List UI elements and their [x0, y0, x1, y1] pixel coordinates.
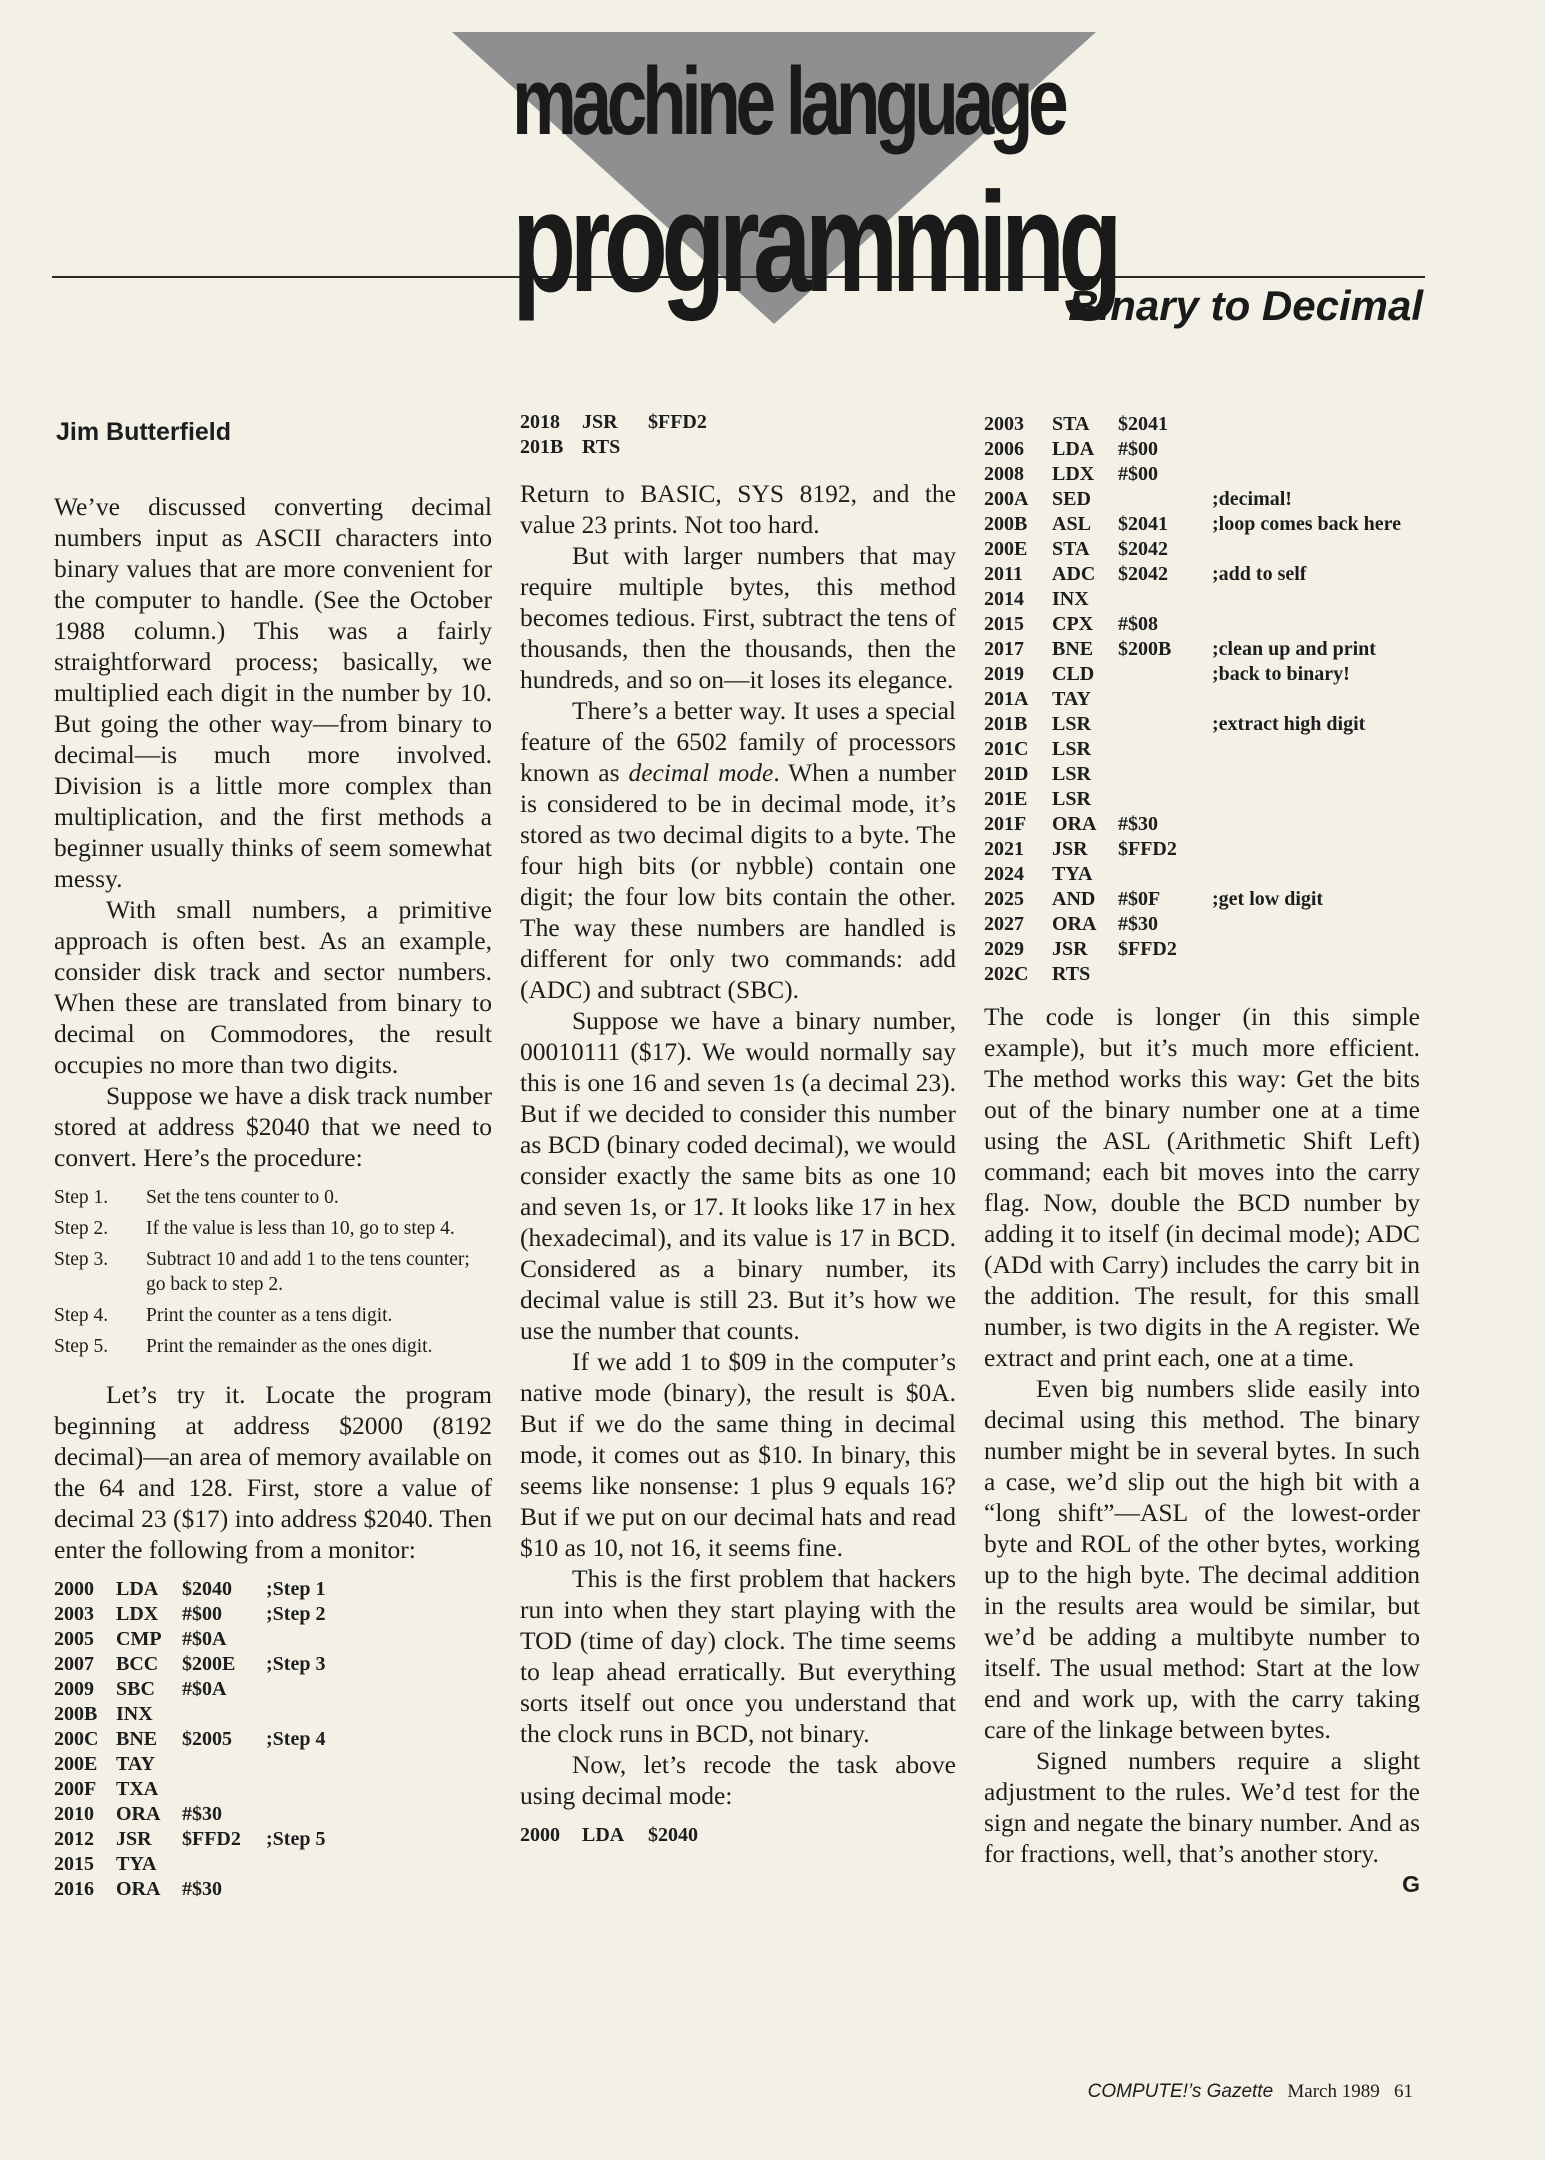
code-operand: $FFD2	[182, 1828, 241, 1850]
code-operand: $2042	[1118, 538, 1168, 560]
paragraph: Suppose we have a binary number, 00010111 ($17). We would normally say this is one 16 and seven 1s (a decimal 23). But if we decided to consider this number as BCD (binary coded decimal), we would consider exactly the same bits as one 10 and seven 1s, or 17. It looks like 17 in hex (hexadecimal), and its value is 17 in BCD. Considered as a binary number, its decimal value is still 23. But it’s how we use the number that counts.	[520, 1006, 956, 1345]
code-opcode: BCC	[116, 1653, 159, 1675]
code-operand: $FFD2	[1118, 938, 1177, 960]
paragraph: Return to BASIC, SYS 8192, and the value 23 prints. Not too hard.	[520, 479, 956, 539]
code-opcode: TYA	[1052, 863, 1093, 885]
magazine-name: COMPUTE!’s Gazette	[1087, 2081, 1274, 2102]
code-operand	[1118, 587, 1200, 612]
code-line	[984, 787, 1420, 812]
paragraph	[984, 1745, 1420, 1897]
code-line	[984, 487, 1420, 512]
code-comment	[1200, 537, 1420, 562]
step-text: Print the counter as a tens digit.	[146, 1305, 393, 1326]
code-opcode: TYA	[116, 1853, 157, 1875]
code-line	[984, 587, 1420, 612]
code-opcode: JSR	[116, 1828, 152, 1850]
paragraph: If we add 1 to $09 in the computer’s native mode (binary), the result is $0A. But if we do the same thing in decimal mode, it comes out as $10. In binary, this seems like nonsense: 1 plus 9 equals 16? But if we put on our decimal hats and read $10 as 10, not 16, it seems fine.	[520, 1347, 956, 1562]
code-operand: #$30	[182, 1878, 222, 1900]
code-opcode: LSR	[1052, 738, 1091, 760]
code-operand	[1118, 737, 1200, 762]
paragraph: We’ve discussed converting decimal numbers input as ASCII characters into binary values that are more convenient for the computer to handle. (See the October 1988 column.) This was a fairly straightforward process; basically, we multiplied each digit in the number by 10. But going the other way—from binary to decimal—is much more involved. Division is a little more complex than multiplication, and the first methods a beginner usually thinks of seem somewhat messy.	[54, 492, 492, 893]
code-operand: #$0A	[182, 1678, 227, 1700]
code-comment	[266, 1702, 492, 1727]
code-operand	[1118, 662, 1200, 687]
code-comment	[266, 1752, 492, 1777]
code-comment	[1200, 912, 1420, 937]
page-number: 61	[1394, 2081, 1413, 2102]
code-line	[984, 537, 1420, 562]
code-line	[984, 887, 1420, 912]
code-opcode: SED	[1052, 488, 1091, 510]
code-opcode: CMP	[116, 1628, 162, 1650]
code-line	[984, 937, 1420, 962]
code-operand	[1118, 762, 1200, 787]
paragraph: Even big numbers slide easily into decimal using this method. The binary number might be in several bytes. In such a case, we’d slip out the high bit with a “long shift”—ASL of the lowest-order byte and ROL of the other bytes, working up to the high byte. The decimal addition in the results area would be similar, but we’d be adding a multibyte number to itself. The usual method: Start at the low end and work up, with the carry taking care of the linkage between bytes.	[984, 1374, 1420, 1744]
code-line	[54, 1702, 492, 1727]
code-address: 2003	[984, 413, 1024, 435]
code-opcode: LDA	[1052, 438, 1095, 460]
code-line	[54, 1652, 492, 1677]
code-line	[984, 712, 1420, 737]
code-line	[984, 762, 1420, 787]
code-operand	[1118, 487, 1200, 512]
code-operand	[182, 1852, 266, 1877]
code-comment: ;decimal!	[1212, 488, 1292, 510]
code-address: 2005	[54, 1628, 94, 1650]
code-opcode: TXA	[116, 1778, 159, 1800]
code-opcode: TAY	[116, 1753, 155, 1775]
page-footer	[1088, 2081, 1413, 2103]
step-number: Step 1.	[54, 1187, 109, 1208]
code-address: 200B	[54, 1703, 98, 1725]
code-opcode: ADC	[1052, 563, 1096, 585]
code-opcode: INX	[116, 1703, 153, 1725]
code-comment	[732, 435, 956, 460]
code-line	[54, 1802, 492, 1827]
code-opcode: LSR	[1052, 763, 1091, 785]
code-comment	[1200, 737, 1420, 762]
code-comment: ;Step 2	[266, 1603, 326, 1625]
code-address: 2011	[984, 563, 1023, 585]
code-comment: ;Step 4	[266, 1728, 326, 1750]
code-opcode: JSR	[582, 411, 618, 433]
code-line	[984, 437, 1420, 462]
code-address: 2019	[984, 663, 1024, 685]
paragraph: The code is longer (in this simple example), but it’s much more efficient. The method works this way: Get the bits out of the binary number one at a time using the ASL (Arithmetic Shift Left) command; each bit moves into the carry flag. Now, double the BCD number by adding it to itself (in decimal mode); ADC (ADd with Carry) includes the carry bit in the addition. The result, for this small number, is two digits in the A register. We extract and print each, one at a time.	[984, 1002, 1420, 1372]
code-operand: $2042	[1118, 563, 1168, 585]
column-title-line1: machine language	[512, 48, 1064, 155]
code-address: 2021	[984, 838, 1024, 860]
code-comment: ;clean up and print	[1212, 638, 1376, 660]
code-operand	[182, 1752, 266, 1777]
code-address: 2000	[520, 1824, 560, 1846]
author-byline: Jim Butterfield	[56, 418, 232, 446]
code-opcode: LDA	[582, 1824, 625, 1846]
code-line	[54, 1852, 492, 1877]
code-comment: ;extract high digit	[1212, 713, 1366, 735]
code-operand: #$30	[182, 1803, 222, 1825]
code-operand: $200E	[182, 1653, 236, 1675]
step-item	[54, 1247, 492, 1297]
code-comment: ;add to self	[1212, 563, 1307, 585]
code-opcode: BNE	[1052, 638, 1094, 660]
code-address: 2017	[984, 638, 1024, 660]
end-mark: G	[1402, 1871, 1420, 1897]
code-comment	[266, 1777, 492, 1802]
code-operand: $FFD2	[1118, 838, 1177, 860]
code-comment	[732, 1823, 956, 1848]
code-address: 2016	[54, 1878, 94, 1900]
code-comment	[266, 1627, 492, 1652]
code-comment: ;Step 1	[266, 1578, 326, 1600]
code-line	[984, 812, 1420, 837]
code-operand: $2041	[1118, 413, 1168, 435]
code-address: 2006	[984, 438, 1024, 460]
code-comment: ;Step 3	[266, 1653, 326, 1675]
code-address: 200B	[984, 513, 1028, 535]
code-address: 201E	[984, 788, 1028, 810]
code-line	[984, 962, 1420, 987]
code-address: 202C	[984, 963, 1029, 985]
code-opcode: ORA	[1052, 913, 1097, 935]
code-address: 201B	[520, 436, 564, 458]
step-number: Step 3.	[54, 1249, 109, 1270]
code-address: 201B	[984, 713, 1028, 735]
code-line	[984, 412, 1420, 437]
code-line	[984, 837, 1420, 862]
code-comment	[732, 410, 956, 435]
code-address: 2025	[984, 888, 1024, 910]
code-line	[54, 1627, 492, 1652]
step-text: If the value is less than 10, go to step 4.	[146, 1218, 455, 1239]
code-comment	[1200, 837, 1420, 862]
code-address: 2003	[54, 1603, 94, 1625]
code-opcode: CPX	[1052, 613, 1094, 635]
step-text: Print the remainder as the ones digit.	[146, 1336, 433, 1357]
code-line	[984, 662, 1420, 687]
code-line	[54, 1827, 492, 1852]
article-title: Binary to Decimal	[1068, 282, 1423, 329]
code-opcode: LSR	[1052, 713, 1091, 735]
step-number: Step 2.	[54, 1218, 109, 1239]
code-operand: #$00	[1118, 463, 1158, 485]
code-comment	[266, 1877, 492, 1902]
paragraph-text: There’s a better way. It uses a special feature of the 6502 family of processors known as	[520, 696, 956, 787]
code-opcode: STA	[1052, 538, 1090, 560]
code-address: 200A	[984, 488, 1029, 510]
code-comment	[1200, 937, 1420, 962]
code-comment	[1200, 587, 1420, 612]
code-line	[984, 912, 1420, 937]
code-operand: #$0F	[1118, 888, 1161, 910]
code-operand	[1118, 787, 1200, 812]
code-line	[984, 612, 1420, 637]
code-address: 2015	[54, 1853, 94, 1875]
step-item	[54, 1334, 492, 1359]
paragraph: Let’s try it. Locate the program beginning at address $2000 (8192 decimal)—an area of memory available on the 64 and 128. First, store a value of decimal 23 ($17) into address $2040. Then enter the following from a monitor:	[54, 1380, 492, 1564]
code-listing-1	[54, 1577, 492, 1902]
code-operand: #$00	[1118, 438, 1158, 460]
code-operand	[648, 435, 732, 460]
code-line	[54, 1752, 492, 1777]
code-listing-3	[984, 412, 1420, 987]
code-address: 2014	[984, 588, 1024, 610]
code-address: 200C	[54, 1728, 99, 1750]
code-opcode: CLD	[1052, 663, 1095, 685]
step-item	[54, 1185, 492, 1210]
paragraph: With small numbers, a primitive approach is often best. As an example, consider disk track and sector numbers. When these are translated from binary to decimal on Commodores, the result occupies no more than two digits.	[54, 895, 492, 1079]
code-opcode: RTS	[582, 436, 621, 458]
code-operand: #$30	[1118, 813, 1158, 835]
code-comment	[1200, 812, 1420, 837]
code-comment	[1200, 687, 1420, 712]
procedure-steps	[54, 1185, 492, 1359]
code-address: 2029	[984, 938, 1024, 960]
code-address: 2008	[984, 463, 1024, 485]
code-comment	[1200, 437, 1420, 462]
step-item	[54, 1303, 492, 1328]
step-item	[54, 1216, 492, 1241]
code-opcode: LSR	[1052, 788, 1091, 810]
code-operand: $200B	[1118, 638, 1172, 660]
code-comment	[266, 1677, 492, 1702]
code-operand: $2040	[648, 1824, 698, 1846]
code-opcode: STA	[1052, 413, 1090, 435]
code-opcode: JSR	[1052, 938, 1088, 960]
code-address: 200E	[984, 538, 1028, 560]
code-address: 2007	[54, 1653, 94, 1675]
code-operand	[1118, 687, 1200, 712]
code-comment	[266, 1852, 492, 1877]
paragraph	[520, 695, 956, 1005]
code-opcode: LDA	[116, 1578, 159, 1600]
step-text: Set the tens counter to 0.	[146, 1187, 339, 1208]
code-comment: ;loop comes back here	[1212, 513, 1402, 535]
paragraph: But with larger numbers that may require multiple bytes, this method becomes tedious. First, subtract the tens of thousands, then the thousands, then the hundreds, and so on—it loses its elegance.	[520, 541, 956, 694]
code-comment	[1200, 462, 1420, 487]
code-address: 2015	[984, 613, 1024, 635]
code-operand	[182, 1777, 266, 1802]
code-listing-2-bottom	[520, 1823, 956, 1848]
code-line	[984, 562, 1420, 587]
code-line	[984, 687, 1420, 712]
code-opcode: INX	[1052, 588, 1089, 610]
step-number: Step 5.	[54, 1336, 109, 1357]
text-column-2	[520, 410, 956, 1862]
issue-date: March 1989	[1287, 2081, 1380, 2102]
code-opcode: BNE	[116, 1728, 158, 1750]
code-opcode: LDX	[116, 1603, 159, 1625]
code-address: 2024	[984, 863, 1024, 885]
code-operand: #$0A	[182, 1628, 227, 1650]
article-header	[0, 0, 1545, 340]
paragraph: Suppose we have a disk track number stored at address $2040 that we need to convert. Here’s the procedure:	[54, 1081, 492, 1172]
code-address: 201D	[984, 763, 1029, 785]
paragraph-text: . When a number is considered to be in decimal mode, it’s stored as two decimal digits to a byte. The four high bits (or nybble) contain one digit; the four low bits contain the other. The way these numbers are handled is different for only two commands: add (ADC) and subtract (SBC).	[520, 758, 956, 1004]
code-operand: $2041	[1118, 513, 1168, 535]
code-line	[54, 1602, 492, 1627]
code-address: 2012	[54, 1828, 94, 1850]
code-address: 2009	[54, 1678, 94, 1700]
code-address: 2027	[984, 913, 1024, 935]
code-operand	[1118, 712, 1200, 737]
code-operand: $2040	[182, 1578, 232, 1600]
code-operand	[1118, 862, 1200, 887]
code-line	[54, 1777, 492, 1802]
code-opcode: AND	[1052, 888, 1096, 910]
code-comment	[266, 1802, 492, 1827]
code-line	[54, 1677, 492, 1702]
code-opcode: TAY	[1052, 688, 1091, 710]
code-address: 201F	[984, 813, 1027, 835]
paragraph: Now, let’s recode the task above using decimal mode:	[520, 1750, 956, 1810]
text-column-3	[984, 412, 1420, 1900]
code-line	[54, 1727, 492, 1752]
code-line	[984, 637, 1420, 662]
column-title-line2: programming	[512, 163, 1116, 322]
code-operand: #$00	[182, 1603, 222, 1625]
code-opcode: JSR	[1052, 838, 1088, 860]
code-operand	[1118, 962, 1200, 987]
code-address: 2010	[54, 1803, 94, 1825]
code-comment	[1200, 762, 1420, 787]
code-address: 2018	[520, 411, 560, 433]
code-line	[54, 1877, 492, 1902]
code-comment	[1200, 787, 1420, 812]
code-opcode: LDX	[1052, 463, 1095, 485]
code-comment: ;get low digit	[1212, 888, 1324, 910]
code-operand: $2005	[182, 1728, 232, 1750]
code-opcode: SBC	[116, 1678, 155, 1700]
code-opcode: ORA	[116, 1803, 161, 1825]
code-operand: #$30	[1118, 913, 1158, 935]
emphasis-text: decimal mode	[628, 758, 774, 787]
code-address: 201C	[984, 738, 1029, 760]
code-line	[520, 1823, 956, 1848]
text-column-1	[54, 410, 492, 1916]
code-line	[520, 435, 956, 460]
paragraph: This is the first problem that hackers run into when they start playing with the TOD (time of day) clock. The time seems to leap ahead erratically. But everything sorts itself out once you understand that the clock runs in BCD, not binary.	[520, 1564, 956, 1748]
code-line	[984, 462, 1420, 487]
code-line	[520, 410, 956, 435]
code-listing-2-top	[520, 410, 956, 460]
code-line	[984, 512, 1420, 537]
step-number: Step 4.	[54, 1305, 109, 1326]
code-comment	[1200, 612, 1420, 637]
code-line	[54, 1577, 492, 1602]
code-comment	[1200, 412, 1420, 437]
step-text: Subtract 10 and add 1 to the tens counter; go back to step 2.	[146, 1249, 470, 1295]
code-comment	[1200, 862, 1420, 887]
code-opcode: RTS	[1052, 963, 1091, 985]
code-opcode: ORA	[116, 1878, 161, 1900]
code-operand: #$08	[1118, 613, 1158, 635]
code-line	[984, 862, 1420, 887]
code-address: 200F	[54, 1778, 97, 1800]
code-comment: ;Step 5	[266, 1828, 326, 1850]
code-opcode: ORA	[1052, 813, 1097, 835]
code-line	[984, 737, 1420, 762]
code-comment	[1200, 962, 1420, 987]
code-opcode: ASL	[1052, 513, 1091, 535]
code-address: 200E	[54, 1753, 98, 1775]
paragraph-text: Signed numbers require a slight adjustment to the rules. We’d test for the sign and negate the binary number. And as for fractions, well, that’s another story.	[984, 1746, 1420, 1868]
code-operand: $FFD2	[648, 411, 707, 433]
code-address: 2000	[54, 1578, 94, 1600]
code-operand	[182, 1702, 266, 1727]
code-comment: ;back to binary!	[1212, 663, 1350, 685]
code-address: 201A	[984, 688, 1029, 710]
